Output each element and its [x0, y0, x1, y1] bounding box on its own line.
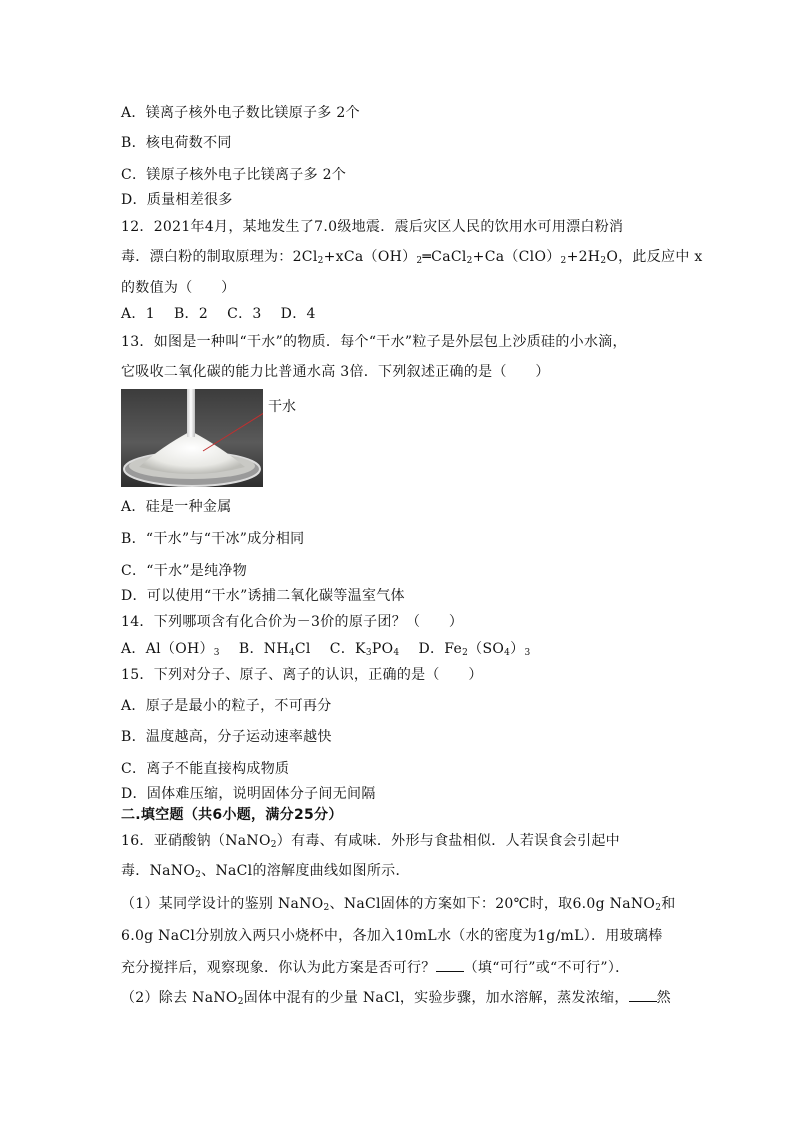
- q15-stem: 15．下列对分子、原子、离子的认识，正确的是（ ）: [121, 667, 483, 683]
- q14-stem: 14．下列哪项含有化合价为－3价的原子团？（ ）: [121, 614, 464, 630]
- dry-water-illustration: [121, 389, 263, 487]
- q16-part2-line1: （2）除去 NaNO$_2$固体中混有的少量 NaCl，实验步骤，加水溶解，蒸发浓缩， 然: [121, 990, 671, 1007]
- q14-options: [121, 640, 530, 658]
- q16-part1-line3: 充分搅拌后，观察现象．你认为此方案是否可行？ （填“可行”或“不可行”）．: [121, 960, 630, 976]
- q13-stem-line2: 它吸收二氧化碳的能力比普通水高 3倍．下列叙述正确的是（ ）: [121, 364, 550, 380]
- q15-option-d: D．固体难压缩，说明固体分子间无间隔: [121, 786, 376, 802]
- q13-option-d: D．可以使用“干水”诱捕二氧化碳等温室气体: [121, 588, 405, 604]
- q13-option-a: A．硅是一种金属: [121, 499, 232, 515]
- q12-stem-line1: 12．2021年4月，某地发生了7.0级地震．震后灾区人民的饮用水可用漂白粉消: [121, 219, 624, 235]
- q15-option-b: B．温度越高，分子运动速率越快: [121, 729, 332, 745]
- q16-stem-line2: 毒．NaNO$_2$、NaCl的溶解度曲线如图所示．: [121, 863, 410, 880]
- q12-stem-line2: 毒．漂白粉的制取原理为：$2Cl_2+xCa(OH)_2═CaCl_2+Ca(ClO)_2+2H_2O$，此反应中 x: [121, 249, 703, 266]
- q11-option-d: D．质量相差很多: [121, 192, 233, 208]
- q13-stem-line1: 13．如图是一种叫“干水”的物质．每个“干水”粒子是外层包上沙质硅的小水滴，: [121, 334, 627, 350]
- q16-part1-line2: 6.0g NaCl分别放入两只小烧杯中，各加入10mL水（水的密度为1g/mL）．用玻璃棒: [121, 928, 663, 944]
- q11-option-a: A．镁离子核外电子数比镁原子多 2个: [121, 105, 360, 121]
- q14-option-c: C．$K_3PO_4$: [329, 641, 400, 658]
- answer-blank-1[interactable]: [436, 958, 464, 972]
- dry-water-photo: [121, 389, 263, 487]
- q14-option-d: D．$Fe_2(SO_4)_3$: [418, 641, 531, 658]
- q12-options: A．1 B．2 C．3 D．4: [121, 306, 316, 322]
- q15-option-c: C．离子不能直接构成物质: [121, 761, 290, 777]
- dry-water-label: 干水: [268, 399, 296, 415]
- q13-option-b: B．“干水”与“干冰”成分相同: [121, 531, 305, 547]
- q16-stem-line1: 16．亚硝酸钠（NaNO$_2$）有毒、有咸味．外形与食盐相似．人若误食会引起中: [121, 833, 620, 850]
- section-heading: 二.填空题（共6小题，满分25分）: [121, 807, 343, 823]
- answer-blank-2[interactable]: [629, 988, 657, 1002]
- q14-option-a: A．$Al(OH)_3$: [121, 641, 220, 658]
- q13-option-c: C．“干水”是纯净物: [121, 563, 248, 579]
- q14-option-b: B．$NH_4Cl$: [238, 641, 311, 658]
- q11-option-b: B．核电荷数不同: [121, 135, 232, 151]
- q11-option-c: C．镁原子核外电子比镁离子多 2个: [121, 167, 347, 183]
- q12-stem-line3: 的数值为（ ）: [121, 280, 236, 296]
- q15-option-a: A．原子是最小的粒子，不可再分: [121, 698, 332, 714]
- q16-part1-line1: （1）某同学设计的鉴别 NaNO$_2$、NaCl固体的方案如下：20℃时，取6.0g NaNO$_2$和: [121, 896, 676, 913]
